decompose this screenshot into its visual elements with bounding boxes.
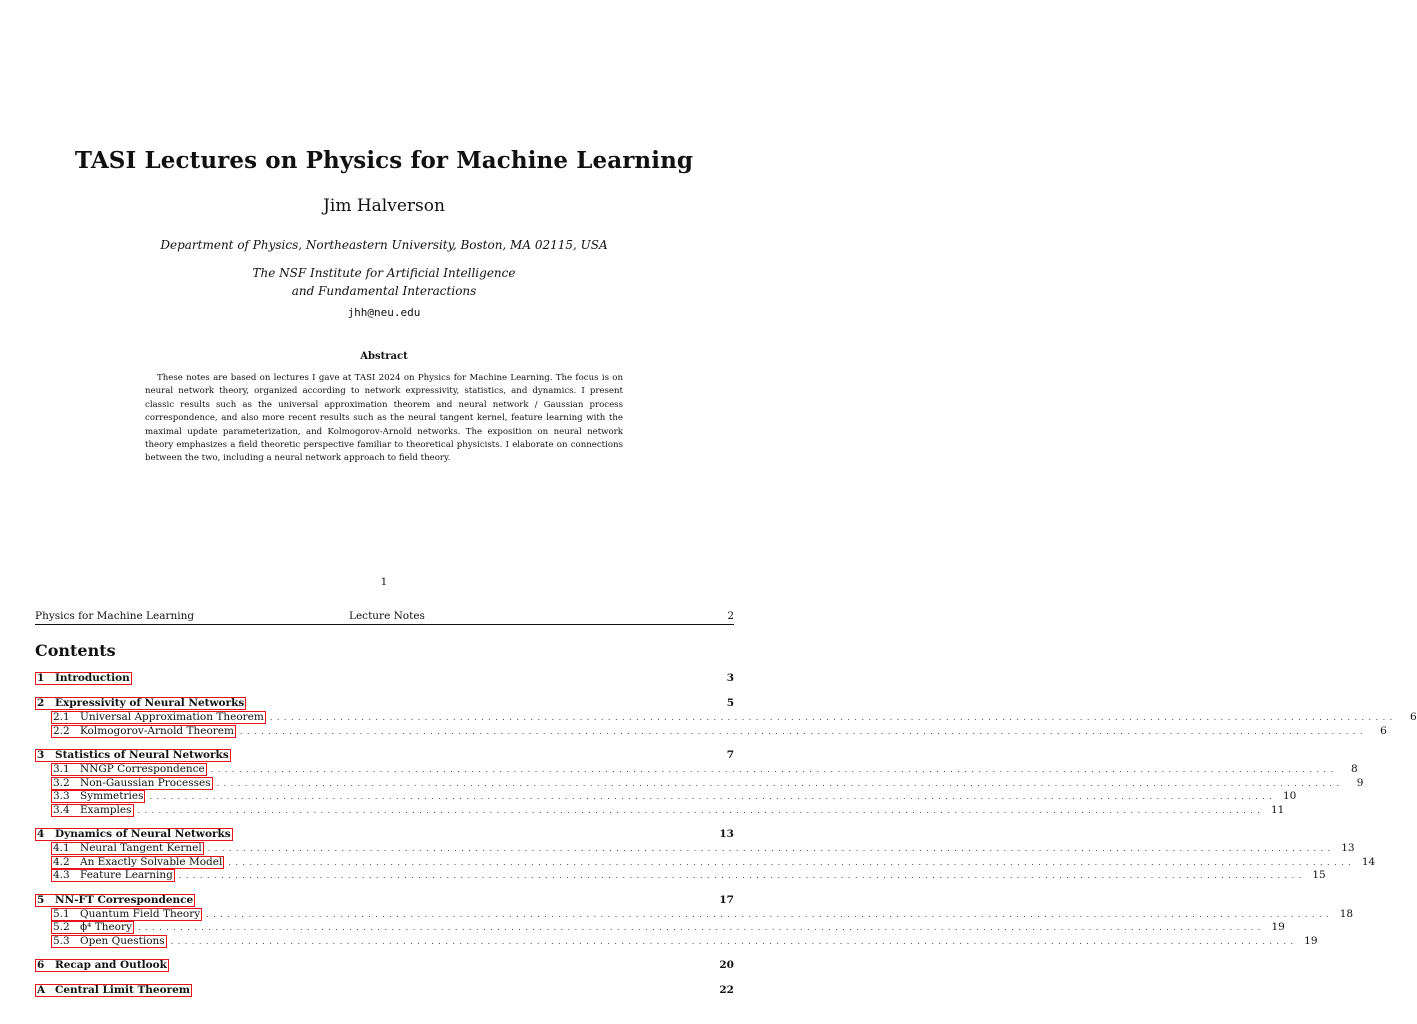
toc-subsection-title: Quantum Field Theory xyxy=(80,907,201,920)
toc-subsection-row xyxy=(35,907,1354,922)
toc-subsection-title: Universal Approximation Theorem xyxy=(80,711,264,723)
toc-subsection-row xyxy=(35,776,1364,791)
toc-section-number: 2 xyxy=(37,697,45,709)
toc-subsection-row xyxy=(35,711,1417,725)
toc-section-row xyxy=(35,747,734,763)
toc-subsection-title: Feature Learning xyxy=(80,869,173,881)
toc-section-link[interactable] xyxy=(35,697,246,710)
toc-subsection-title: Kolmogorov-Arnold Theorem xyxy=(80,724,234,737)
toc-section-row xyxy=(35,670,734,686)
running-header-center: Lecture Notes xyxy=(349,610,425,622)
toc-subsection-title: Symmetries xyxy=(80,790,144,802)
toc-subsection-number: 4.3 xyxy=(53,869,70,881)
toc-subsection-number: 2.2 xyxy=(53,724,70,737)
toc-subsection-page[interactable]: 6 xyxy=(1380,724,1387,737)
toc-section-title: Dynamics of Neural Networks xyxy=(55,828,231,840)
toc-subsection-link[interactable] xyxy=(51,935,167,948)
toc-subsection-link[interactable] xyxy=(51,763,207,776)
running-header xyxy=(35,608,734,625)
contents-heading: Contents xyxy=(35,641,116,660)
toc-subsection-title: Non-Gaussian Processes xyxy=(80,776,211,789)
toc-dot-leader: ................................................................................................................................................................ xyxy=(239,726,1367,736)
toc-subsection-row xyxy=(35,842,1355,856)
toc-section-title: Expressivity of Neural Networks xyxy=(55,697,245,709)
toc-subsection-title: NNGP Correspondence xyxy=(80,763,205,775)
toc-subsection-number: 5.3 xyxy=(53,934,70,947)
toc-section-row xyxy=(35,826,734,842)
author-email[interactable]: jhh@neu.edu xyxy=(347,306,421,319)
toc-subsection-row xyxy=(35,934,1318,949)
affiliation-1: Department of Physics, Northeastern University, Boston, MA 02115, USA xyxy=(160,238,608,252)
toc-subsection-title: ϕ⁴ Theory xyxy=(80,921,132,933)
toc-subsection-number: 4.2 xyxy=(53,855,70,868)
toc-subsection-page[interactable]: 9 xyxy=(1356,776,1364,789)
toc-subsection-row xyxy=(35,724,1387,739)
toc-dot-leader: ................................................................................................................................................................ xyxy=(170,936,1298,946)
toc-section-title: NN-FT Correspondence xyxy=(55,893,194,906)
page-number: 1 xyxy=(380,576,388,588)
author-name: Jim Halverson xyxy=(323,196,445,216)
toc-section-number: 3 xyxy=(37,749,45,761)
toc-section-number: 6 xyxy=(37,959,45,971)
toc-section xyxy=(35,747,1364,817)
toc-dot-leader: ................................................................................................................................................................ xyxy=(207,844,1335,853)
toc-section-row xyxy=(35,695,734,711)
toc-subsection-link[interactable] xyxy=(51,804,134,817)
affiliation-2-line-2: and Fundamental Interactions xyxy=(291,284,477,298)
toc-subsection-row xyxy=(35,763,1358,777)
toc-section-link[interactable] xyxy=(35,959,169,972)
toc-dot-leader: ................................................................................................................................................................ xyxy=(216,778,1344,788)
toc-dot-leader: ................................................................................................................................................................ xyxy=(210,765,1338,774)
toc-dot-leader: ................................................................................................................................................................ xyxy=(206,909,1334,919)
toc-section-number: 1 xyxy=(37,672,45,684)
toc-section-link[interactable] xyxy=(35,894,195,907)
toc-subsection-number: 3.1 xyxy=(53,763,70,775)
affiliation-2-line-1: The NSF Institute for Artificial Intelligence xyxy=(252,266,516,280)
running-header-left: Physics for Machine Learning xyxy=(35,610,195,622)
toc-subsection-title: An Exactly Solvable Model xyxy=(80,855,223,868)
toc-section-link[interactable] xyxy=(35,984,192,997)
toc-subsection-number: 5.1 xyxy=(53,907,70,920)
toc-section-page[interactable]: 20 xyxy=(719,959,734,971)
toc-section-number: 5 xyxy=(37,893,45,906)
toc-section-link[interactable] xyxy=(35,828,233,841)
toc-subsection-number: 3.2 xyxy=(53,776,70,789)
affiliation-2 xyxy=(0,264,768,300)
toc-section-page[interactable]: 17 xyxy=(719,893,734,906)
toc-subsection-title: Neural Tangent Kernel xyxy=(80,842,202,854)
toc-subsection-link[interactable] xyxy=(51,869,175,882)
toc-subsection-row xyxy=(35,921,1285,935)
toc-subsection-page[interactable]: 11 xyxy=(1271,803,1285,816)
toc-section-row xyxy=(35,982,734,998)
toc-subsection-page[interactable]: 14 xyxy=(1361,855,1376,868)
toc-subsection-page[interactable]: 19 xyxy=(1271,921,1285,933)
toc-section-title: Central Limit Theorem xyxy=(55,984,190,996)
toc-dot-leader: ................................................................................................................................................................ xyxy=(137,805,1265,815)
toc-dot-leader: ................................................................................................................................................................ xyxy=(137,923,1265,932)
toc-subsection-page[interactable]: 8 xyxy=(1350,763,1358,775)
toc-subsection-row xyxy=(35,869,1326,883)
toc-subsection-link[interactable] xyxy=(51,711,266,724)
toc-subsection-link[interactable] xyxy=(51,725,236,738)
toc-section xyxy=(35,826,1376,883)
abstract-text: These notes are based on lectures I gave at TASI 2024 on Physics for Machine Learning. The focus is on neural network theory, organized according to network expressivity, statistics, and dynamics. I present classic results such as the universal approximation theorem and neural network / Gaussian process correspondence, and also more recent results such as the neural tangent kernel, feature learning with the maximal update parameterization, and Kolmogorov-Arnold networks. The exposition on neural network theory emphasizes a field theoretic perspective familiar to theoretical physicists. I elaborate on connections between the two, including a neural network approach to field theory. xyxy=(145,373,623,464)
toc-subsection-row xyxy=(35,790,1297,804)
toc-dot-leader: ................................................................................................................................................................ xyxy=(269,713,1397,722)
toc-subsection-title: Examples xyxy=(80,803,132,816)
toc-subsection-page[interactable]: 19 xyxy=(1304,934,1318,947)
toc-section-link[interactable] xyxy=(35,672,132,685)
toc-subsection-link[interactable] xyxy=(51,842,204,855)
toc-subsection-number: 3.3 xyxy=(53,790,70,802)
toc-subsection-title: Open Questions xyxy=(80,934,165,947)
toc-section-page[interactable]: 7 xyxy=(726,749,734,761)
toc-subsection-link[interactable] xyxy=(51,777,213,790)
toc-subsection-number: 5.2 xyxy=(53,921,70,933)
toc-section-title: Recap and Outlook xyxy=(55,959,167,971)
toc-subsection-page[interactable]: 15 xyxy=(1312,869,1326,881)
table-of-contents xyxy=(35,670,1417,1007)
toc-subsection-link[interactable] xyxy=(51,908,202,921)
toc-subsection-link[interactable] xyxy=(51,790,145,803)
toc-section-link[interactable] xyxy=(35,749,231,762)
toc-section xyxy=(35,982,734,998)
abstract-heading: Abstract xyxy=(360,351,408,362)
toc-subsection-link[interactable] xyxy=(51,921,134,934)
toc-section xyxy=(35,670,734,686)
toc-subsection-number: 2.1 xyxy=(53,711,70,723)
toc-subsection-page[interactable]: 13 xyxy=(1341,842,1355,854)
toc-section-page[interactable]: 13 xyxy=(719,828,734,840)
toc-section xyxy=(35,957,734,973)
toc-subsection-page[interactable]: 10 xyxy=(1282,790,1297,802)
toc-section-number: 4 xyxy=(37,828,45,840)
toc-subsection-row xyxy=(35,855,1376,870)
running-header-page: 2 xyxy=(727,610,734,622)
toc-subsection-number: 3.4 xyxy=(53,803,70,816)
toc-subsection-page[interactable]: 6 xyxy=(1410,711,1417,723)
toc-section-row xyxy=(35,892,734,908)
toc-subsection-link[interactable] xyxy=(51,856,224,869)
paper-title: TASI Lectures on Physics for Machine Learning xyxy=(74,147,694,174)
toc-section-title: Statistics of Neural Networks xyxy=(55,749,229,761)
toc-section-row xyxy=(35,957,734,973)
toc-subsection-row xyxy=(35,803,1285,818)
toc-section-page[interactable]: 22 xyxy=(719,984,734,996)
toc-section-title: Introduction xyxy=(55,672,130,684)
toc-section xyxy=(35,695,1417,738)
toc-dot-leader: ................................................................................................................................................................ xyxy=(178,871,1306,880)
toc-section-page[interactable]: 3 xyxy=(726,672,734,684)
toc-subsection-page[interactable]: 18 xyxy=(1339,907,1354,920)
toc-section-number: A xyxy=(37,984,46,996)
toc-subsection-number: 4.1 xyxy=(53,842,70,854)
toc-section xyxy=(35,892,1354,949)
toc-dot-leader: ................................................................................................................................................................ xyxy=(149,792,1277,801)
toc-section-page[interactable]: 5 xyxy=(726,697,734,709)
toc-dot-leader: ................................................................................................................................................................ xyxy=(228,857,1356,867)
